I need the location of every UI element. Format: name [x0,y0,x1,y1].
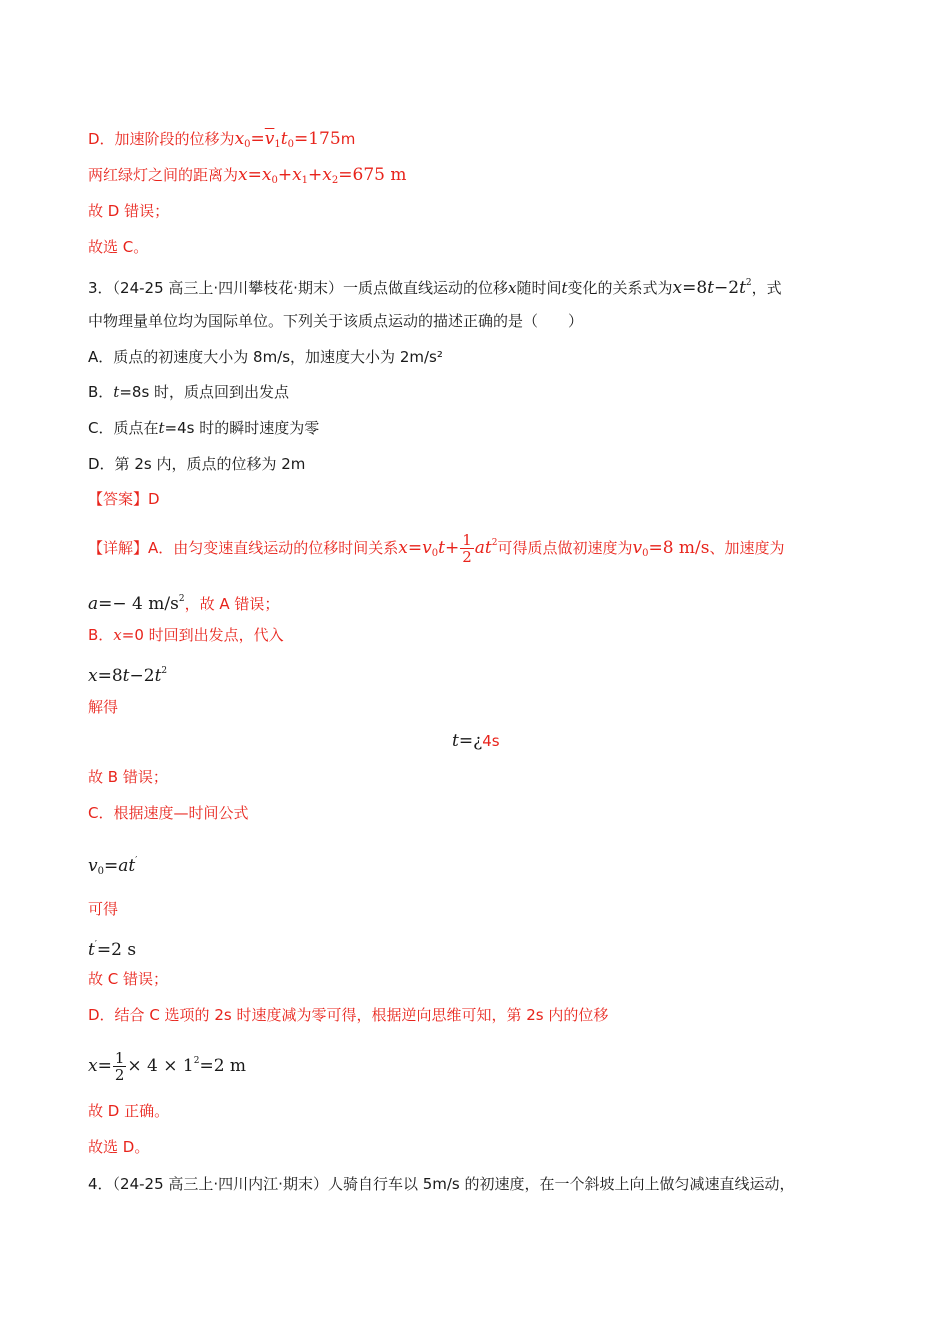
q3-detail-b-wrong: 故 B 错误； [88,768,168,786]
q3-stem-c: 变化的关系式为 [567,279,673,297]
q3-detail-mid: 可得质点做初速度为 [497,539,633,557]
q3-option-d: D．第 2s 内，质点的位移为 2m [88,455,306,473]
prev-d-formula: $x_0=\overline{v}_1t_0=175$ [234,129,341,150]
q3-stem-line2: 中物理量单位均为国际单位。下列关于该质点运动的描述正确的是（ ） [88,312,584,330]
q3-detail-choose: 故选 D。 [88,1138,150,1156]
q3-stem-line1 [88,272,782,299]
q3-detail-b-head-post: =0 时回到出发点，代入 [121,626,284,644]
q3-detail-b-head [88,624,284,646]
q3-detail-line2 [88,588,279,615]
q3-answer: 【答案】D [88,490,160,508]
q3-option-c-pre: C．质点在 [88,419,159,437]
q3-detail-a-value: a=− 4 $m/s^2$ [88,594,185,614]
q3-detail-c-get: 可得 [88,900,119,918]
q3-detail-d-right: 故 D 正确。 [88,1102,170,1120]
q3-option-c-post: =4s 时的瞬时速度为零 [164,419,320,437]
prev-d-wrong: 故 D 错误； [88,202,170,220]
prev-d-label: D．加速阶段的位移为 [88,130,235,148]
q3-stem-a: 一质点做直线运动的位移 [342,279,508,297]
q3-detail-c-result: t′=2 s [88,940,137,960]
q3-detail-b-result: t=¿4s [452,731,500,751]
q4-stem-line1 [88,1173,795,1195]
prev-choose: 故选 C。 [88,238,149,256]
q3-detail-c-wrong: 故 C 错误； [88,970,169,988]
q3-option-b [88,381,289,403]
q4-number: 4． [88,1175,113,1193]
prev-distance-line [88,164,406,192]
q3-detail-solve: 解得 [88,698,119,716]
prev-d-unit: m [340,130,356,148]
q4-stem: 人骑自行车以 5m/s 的初速度，在一个斜坡上向上做匀减速直线运动， [327,1175,795,1193]
q3-option-b-pre: B． [88,383,114,401]
q3-option-c [88,417,319,439]
q3-detail-v0: $v_0=8$ m/s [632,538,710,559]
q4-source: （24-25 高三上·四川内江·期末） [112,1175,328,1193]
q3-number: 3． [88,279,113,297]
q3-stem-d: ，式 [751,279,782,297]
prev-distance-formula: $x=x_0+x_1+x_2=675$ m [238,165,407,186]
prev-distance-label: 两红绿灯之间的距离为 [88,166,239,184]
q3-detail-c-head: C．根据速度—时间公式 [88,804,249,822]
q3-stem-b: 随时间 [516,279,562,297]
q3-option-b-post: =8s 时，质点回到出发点 [119,383,290,401]
q3-detail-b-head-pre: B． [88,626,114,644]
q3-detail-tail: 、加速度为 [709,539,785,557]
prev-d-line [88,128,355,156]
q3-option-b-var: t [113,383,120,401]
q3-var-x: x [507,279,517,297]
q3-detail-b-head-var: x [113,626,122,644]
q3-option-a: A．质点的初速度大小为 8m/s，加速度大小为 2m/s² [88,348,443,366]
q3-detail-d-formula: x= $\frac{1}{2}$ × $4 \times 1^2=2$ m [88,1049,247,1084]
q3-detail-b-formula: $x=8t-2t^2$ [88,666,168,686]
q3-detail-head: 【详解】A．由匀变速直线运动的位移时间关系 [88,539,399,557]
q3-option-c-var: t [158,419,165,437]
q3-relation: $x=8t-2t^2$ [672,278,752,298]
q3-detail-d-head: D．结合 C 选项的 2s 时速度减为零可得，根据逆向思维可知，第 2s 内的位移 [88,1006,609,1024]
q3-detail-a-wrong: ，故 A 错误； [184,595,280,613]
q3-detail-c-formula: $v_0=at'$ [88,856,138,877]
q3-detail-formula-1: $x=v_0t+$ $\frac{1}{2}$ $at^2$ [398,531,498,566]
q3-detail-line1 [88,532,785,565]
q3-var-t: t [561,279,568,297]
q3-source: （24-25 高三上·四川攀枝花·期末） [112,279,343,297]
